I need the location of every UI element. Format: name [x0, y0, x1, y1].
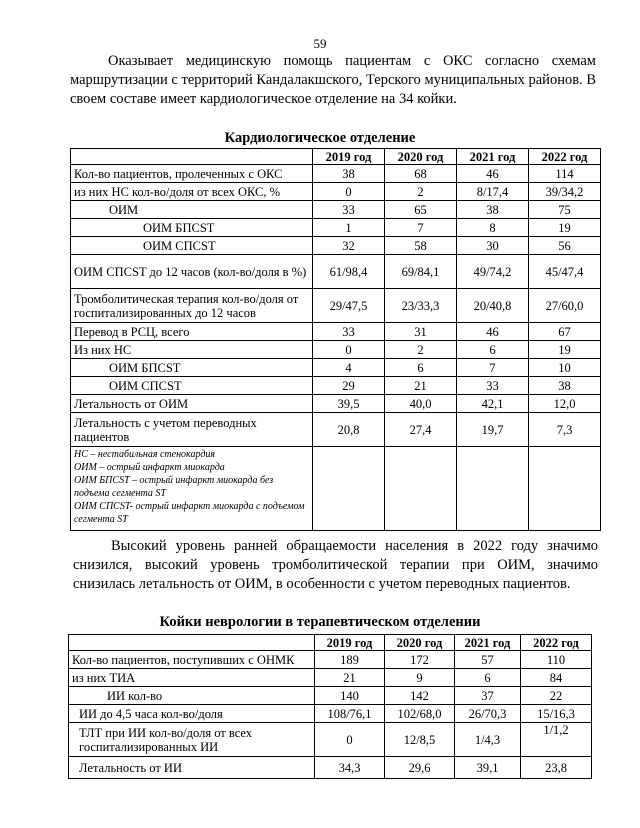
- table-cell: 19,7: [457, 413, 529, 447]
- neuro-table-caption: Койки неврологии в терапевтическом отделении: [159, 614, 481, 630]
- table-row: [71, 413, 601, 447]
- note-line: НС – нестабильная стенокардия: [74, 449, 216, 460]
- table-cell: 39,1: [455, 757, 521, 779]
- table-cell: 2: [385, 183, 457, 201]
- empty-cell: [457, 447, 529, 531]
- table-row: [69, 687, 592, 705]
- table-cell: 12,0: [529, 395, 601, 413]
- table-cell: 7: [385, 219, 457, 237]
- empty-cell: [313, 447, 385, 531]
- table-cell: 67: [529, 323, 601, 341]
- row-label: Из них НС: [71, 341, 313, 359]
- table-cell: 34,3: [315, 757, 385, 779]
- table-cell: 40,0: [385, 395, 457, 413]
- table-row: [71, 323, 601, 341]
- header-cell: 2021 год: [455, 635, 521, 651]
- table-row: [69, 651, 592, 669]
- table-cell: 26/70,3: [455, 705, 521, 723]
- table-cell: 61/98,4: [313, 255, 385, 289]
- table-cell: 21: [315, 669, 385, 687]
- table-cell: 84: [521, 669, 592, 687]
- header-cell: 2021 год: [457, 149, 529, 165]
- table-cell: 45/47,4: [529, 255, 601, 289]
- intro-line-2: маршрутизации с территорий Кандалакшского, Терского муниципальных районов.: [70, 72, 583, 88]
- table-cell: 46: [457, 323, 529, 341]
- table-cell: 21: [385, 377, 457, 395]
- table-row: [69, 723, 592, 757]
- table-cell: 37: [455, 687, 521, 705]
- table-cell: 32: [313, 237, 385, 255]
- table-cell: 15/16,3: [521, 705, 592, 723]
- table-cell: 110: [521, 651, 592, 669]
- header-cell: 2022 год: [521, 635, 592, 651]
- table-cell: 20/40,8: [457, 289, 529, 323]
- table-row: [71, 255, 601, 289]
- table-cell: 46: [457, 165, 529, 183]
- table-cell: 23/33,3: [385, 289, 457, 323]
- table-cell: 114: [529, 165, 601, 183]
- table-cell: 58: [385, 237, 457, 255]
- abbreviation-notes: [71, 447, 313, 531]
- table-cell: 39/34,2: [529, 183, 601, 201]
- table-cell: 39,5: [313, 395, 385, 413]
- table-row: [71, 183, 601, 201]
- empty-cell: [529, 447, 601, 531]
- table-cell: 69/84,1: [385, 255, 457, 289]
- table-cell: 23,8: [521, 757, 592, 779]
- table-cell: 27/60,0: [529, 289, 601, 323]
- table-cell: 108/76,1: [315, 705, 385, 723]
- table-cell: 22: [521, 687, 592, 705]
- table-cell: 19: [529, 341, 601, 359]
- table-row: [71, 289, 601, 323]
- row-label: из них ТИА: [69, 669, 315, 687]
- row-label: ОИМ БПСST: [71, 219, 313, 237]
- table-cell: 33: [313, 201, 385, 219]
- table-row: [71, 377, 601, 395]
- table-row: [69, 669, 592, 687]
- intro-paragraph: [70, 52, 596, 109]
- table-cell: 1/1,2: [521, 723, 592, 757]
- table-cell: 57: [455, 651, 521, 669]
- row-label: ТЛТ при ИИ кол-во/доля от всех госпитализированных ИИ: [69, 723, 315, 757]
- row-label: ОИМ СПСST: [71, 377, 313, 395]
- table-cell: 68: [385, 165, 457, 183]
- table-cell: 12/8,5: [385, 723, 455, 757]
- table-cell: 27,4: [385, 413, 457, 447]
- note-line: ОИМ – острый инфаркт миокарда: [74, 462, 225, 473]
- table-row: [71, 395, 601, 413]
- cardio-table: [70, 148, 601, 531]
- row-label: ИИ кол-во: [69, 687, 315, 705]
- table-cell: 38: [457, 201, 529, 219]
- table-cell: 9: [385, 669, 455, 687]
- table-cell: 0: [313, 341, 385, 359]
- table-cell: 0: [313, 183, 385, 201]
- table-header-row: [71, 149, 601, 165]
- table-cell: 19: [529, 219, 601, 237]
- header-cell: 2020 год: [385, 149, 457, 165]
- summary-line-3: снизилась летальность от ОИМ, в особенности с учетом переводных пациентов.: [73, 576, 571, 592]
- table-cell: 42,1: [457, 395, 529, 413]
- summary-paragraph: [73, 537, 598, 594]
- table-cell: 29: [313, 377, 385, 395]
- table-cell: 20,8: [313, 413, 385, 447]
- row-label: Кол-во пациентов, пролеченных с ОКС: [71, 165, 313, 183]
- table-cell: 2: [385, 341, 457, 359]
- table-row: [71, 341, 601, 359]
- row-label: Летальность с учетом переводных пациентов: [71, 413, 313, 447]
- row-label: ИИ до 4,5 часа кол-во/доля: [69, 705, 315, 723]
- table-cell: 65: [385, 201, 457, 219]
- header-cell: 2020 год: [385, 635, 455, 651]
- table-cell: 29/47,5: [313, 289, 385, 323]
- table-row: [71, 165, 601, 183]
- row-label: Летальность от ИИ: [69, 757, 315, 779]
- table-cell: 140: [315, 687, 385, 705]
- neuro-table: [68, 634, 592, 779]
- table-row: [71, 219, 601, 237]
- table-cell: 0: [315, 723, 385, 757]
- abbreviation-notes-row: [71, 447, 601, 531]
- row-label: из них НС кол-во/доля от всех ОКС, %: [71, 183, 313, 201]
- table-cell: 75: [529, 201, 601, 219]
- header-cell: 2019 год: [315, 635, 385, 651]
- table-cell: 102/68,0: [385, 705, 455, 723]
- header-cell: [71, 149, 313, 165]
- table-cell: 10: [529, 359, 601, 377]
- table-cell: 33: [313, 323, 385, 341]
- empty-cell: [385, 447, 457, 531]
- row-label: Тромболитическая терапия кол-во/доля от госпитализированных до 12 часов: [71, 289, 313, 323]
- table-cell: 38: [313, 165, 385, 183]
- table-cell: 172: [385, 651, 455, 669]
- table-row: [71, 201, 601, 219]
- row-label: Кол-во пациентов, поступивших с ОНМК: [69, 651, 315, 669]
- table-cell: 1/4,3: [455, 723, 521, 757]
- table-cell: 30: [457, 237, 529, 255]
- intro-line-3: В своем составе имеет кардиологическое отделение на 34 койки.: [70, 72, 597, 107]
- table-row: [71, 359, 601, 377]
- header-cell: [69, 635, 315, 651]
- table-cell: 56: [529, 237, 601, 255]
- table-row: [69, 757, 592, 779]
- row-label: Перевод в РСЦ, всего: [71, 323, 313, 341]
- table-cell: 29,6: [385, 757, 455, 779]
- table-cell: 7,3: [529, 413, 601, 447]
- table-cell: 7: [457, 359, 529, 377]
- table-row: [71, 237, 601, 255]
- page-number: 59: [313, 36, 327, 51]
- table-cell: 33: [457, 377, 529, 395]
- row-label: ОИМ: [71, 201, 313, 219]
- header-cell: 2022 год: [529, 149, 601, 165]
- table-cell: 6: [385, 359, 457, 377]
- table-cell: 1: [313, 219, 385, 237]
- note-line: ОИМ БПСST – острый инфаркт миокарда без подъема сегмента ST: [74, 475, 274, 499]
- table-cell: 142: [385, 687, 455, 705]
- table-cell: 6: [455, 669, 521, 687]
- cardio-table-caption: Кардиологическое отделение: [224, 130, 416, 146]
- table-cell: 49/74,2: [457, 255, 529, 289]
- row-label: ОИМ СПСST: [71, 237, 313, 255]
- table-cell: 8: [457, 219, 529, 237]
- note-line: ОИМ СПСST- острый инфаркт миокарда с подъемом сегмента ST: [74, 501, 305, 525]
- table-cell: 4: [313, 359, 385, 377]
- header-cell: 2019 год: [313, 149, 385, 165]
- row-label: Летальность от ОИМ: [71, 395, 313, 413]
- row-label: ОИМ БПСST: [71, 359, 313, 377]
- summary-line-2: снизился, высокий уровень тромболитической терапии при ОИМ, значимо: [73, 557, 598, 573]
- intro-line-1: Оказывает медицинскую помощь пациентам с ОКС согласно схемам: [108, 53, 596, 69]
- table-cell: 38: [529, 377, 601, 395]
- summary-line-1: Высокий уровень ранней обращаемости населения в 2022 году значимо: [111, 538, 598, 554]
- table-cell: 189: [315, 651, 385, 669]
- table-cell: 6: [457, 341, 529, 359]
- table-cell: 31: [385, 323, 457, 341]
- row-label: ОИМ СПСST до 12 часов (кол-во/доля в %): [71, 255, 313, 289]
- table-header-row: [69, 635, 592, 651]
- table-row: [69, 705, 592, 723]
- table-cell: 8/17,4: [457, 183, 529, 201]
